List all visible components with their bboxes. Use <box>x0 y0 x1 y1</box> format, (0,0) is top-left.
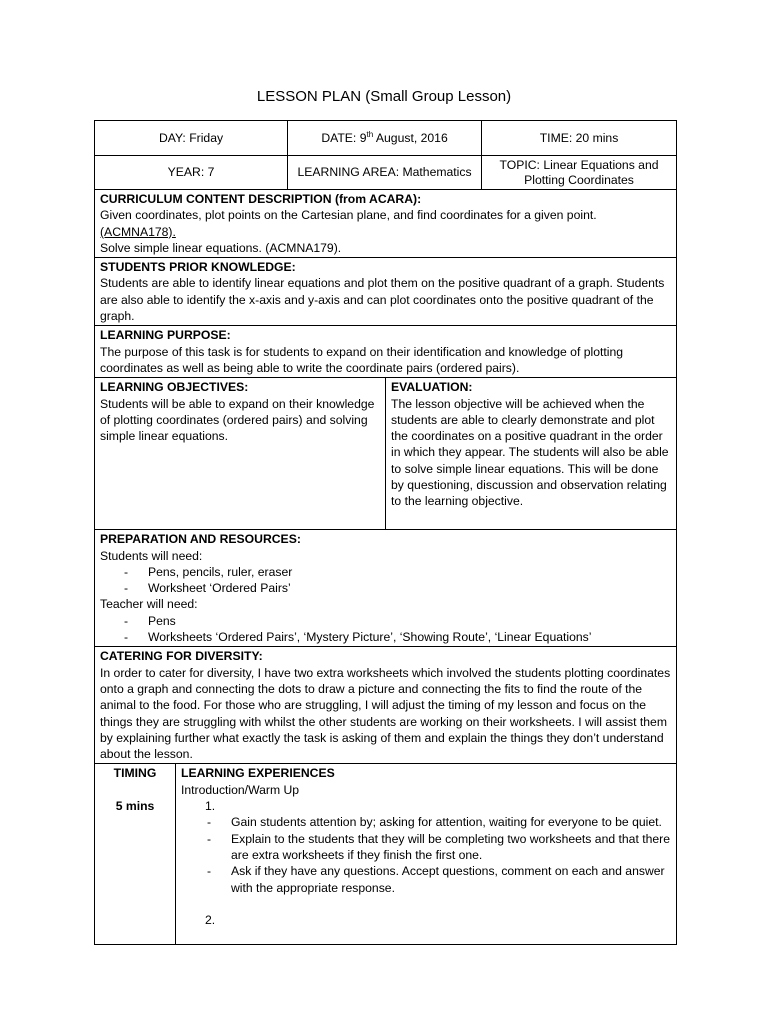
resources-row <box>95 530 677 647</box>
learning-area-cell <box>288 156 482 190</box>
day-value: Friday <box>189 130 224 145</box>
diversity-heading: CATERING FOR DIVERSITY: <box>100 649 263 664</box>
year-cell <box>95 156 288 190</box>
list-item: - Pens, pencils, ruler, eraser <box>124 564 671 580</box>
list-item: - Worksheet ‘Ordered Pairs’ <box>124 580 671 596</box>
year-label: YEAR: <box>167 165 205 180</box>
list-item: - Explain to the students that they will be completing two worksheets and that there are extra worksheets if they finish the first one. <box>207 831 671 864</box>
curriculum-cell <box>95 190 677 258</box>
list-item: - Ask if they have any questions. Accept questions, comment on each and answer with the appropriate response. <box>207 863 671 896</box>
curriculum-heading: CURRICULUM CONTENT DESCRIPTION (from ACARA): <box>100 192 422 206</box>
learning-purpose-cell <box>95 326 677 378</box>
date-day: 9 <box>359 130 367 145</box>
lesson-plan-table <box>94 120 677 945</box>
teacher-resource-list <box>100 613 671 646</box>
prior-knowledge-heading: STUDENTS PRIOR KNOWLEDGE: <box>100 260 296 275</box>
objectives-heading: LEARNING OBJECTIVES: <box>100 380 249 395</box>
time-value: 20 mins <box>575 130 619 145</box>
date-label: DATE: <box>321 130 357 145</box>
students-need-label: Students will need: <box>100 548 203 563</box>
curriculum-line-1: Given coordinates, plot points on the Cartesian plane, and find coordinates for a given point. <box>100 208 597 223</box>
timing-header: TIMING <box>113 766 157 781</box>
year-value: 7 <box>207 165 215 180</box>
step-1-time: 5 mins <box>115 798 155 813</box>
list-item: - Pens <box>124 613 671 629</box>
evaluation-text: The lesson objective will be achieved when the students are able to clearly demonstrate and plot the coordinates on a positive quadrant in the order in which they appear. The students will also be able to solve simple linear equations. This will be done by questioning, discussion and observation relating to the learning objective. <box>391 396 669 509</box>
curriculum-line-2: Solve simple linear equations. (ACMNA179). <box>100 240 342 255</box>
evaluation-cell <box>386 378 677 530</box>
learning-purpose-row <box>95 326 677 378</box>
date-suffix: th <box>366 129 374 139</box>
prior-knowledge-cell <box>95 258 677 326</box>
list-item: - Worksheets ‘Ordered Pairs’, ‘Mystery Picture’, ‘Showing Route’, ‘Linear Equations’ <box>124 629 671 645</box>
curriculum-code-link[interactable]: (ACMNA178). <box>100 224 176 239</box>
diversity-text: In order to cater for diversity, I have two extra worksheets which involved the students plotting coordinates onto a graph and connecting the dots to draw a picture and connecting the fits to find the route of the animal to the food. For those who are struggling, I will adjust the timing of my lesson and focus on the things they are struggling with whilst the other students are working on their worksheets. I will assist them by explaining further what exactly the task is asking of them and explain the things they don’t understand about the lesson. <box>100 665 671 762</box>
resources-heading: PREPARATION AND RESOURCES: <box>100 532 301 547</box>
step-2-number: 2. <box>205 912 216 927</box>
day-label: DAY: <box>158 130 186 145</box>
timing-cell <box>95 764 176 945</box>
experiences-cell <box>176 764 677 945</box>
diversity-cell <box>95 647 677 764</box>
document-title: LESSON PLAN (Small Group Lesson) <box>256 88 512 105</box>
date-rest: August, 2016 <box>375 130 448 145</box>
learning-purpose-heading: LEARNING PURPOSE: <box>100 328 231 343</box>
learning-purpose-text: The purpose of this task is for students to expand on their identification and knowledge of plotting coordinates as well as being able to write the coordinate pairs (ordered pairs). <box>100 344 624 375</box>
prior-knowledge-row <box>95 258 677 326</box>
time-label: TIME: <box>539 130 573 145</box>
topic-cell <box>482 156 677 190</box>
evaluation-heading: EVALUATION: <box>391 380 473 395</box>
curriculum-row <box>95 190 677 258</box>
topic-value: Linear Equations and Plotting Coordinates <box>524 157 659 187</box>
header-row-2 <box>95 156 677 190</box>
header-row-1 <box>95 121 677 156</box>
intro-label: Introduction/Warm Up <box>181 782 300 797</box>
objectives-evaluation-row <box>95 378 677 530</box>
learning-area-value: Mathematics <box>402 165 472 180</box>
step-1-list <box>181 814 671 895</box>
prior-knowledge-text: Students are able to identify linear equations and plot them on the positive quadrant of a graph. Students are also able to identify the x-axis and y-axis and can plot coordinates onto the positive quadrant of the graph. <box>100 276 665 324</box>
topic-label: TOPIC: <box>499 157 540 172</box>
learning-experiences-row <box>95 764 677 945</box>
students-resource-list <box>100 564 671 597</box>
objectives-cell <box>95 378 386 530</box>
objectives-text: Students will be able to expand on their knowledge of plotting coordinates (ordered pairs) and solving simple linear equations. <box>100 396 375 444</box>
experiences-header: LEARNING EXPERIENCES <box>181 766 335 781</box>
time-cell <box>482 121 677 156</box>
learning-area-label: LEARNING AREA: <box>297 165 400 180</box>
date-cell <box>288 121 482 156</box>
step-1-number: 1. <box>205 799 216 814</box>
day-cell <box>95 121 288 156</box>
diversity-row <box>95 647 677 764</box>
resources-cell <box>95 530 677 647</box>
teacher-need-label: Teacher will need: <box>100 597 198 612</box>
list-item: - Gain students attention by; asking for attention, waiting for everyone to be quiet. <box>207 814 671 830</box>
